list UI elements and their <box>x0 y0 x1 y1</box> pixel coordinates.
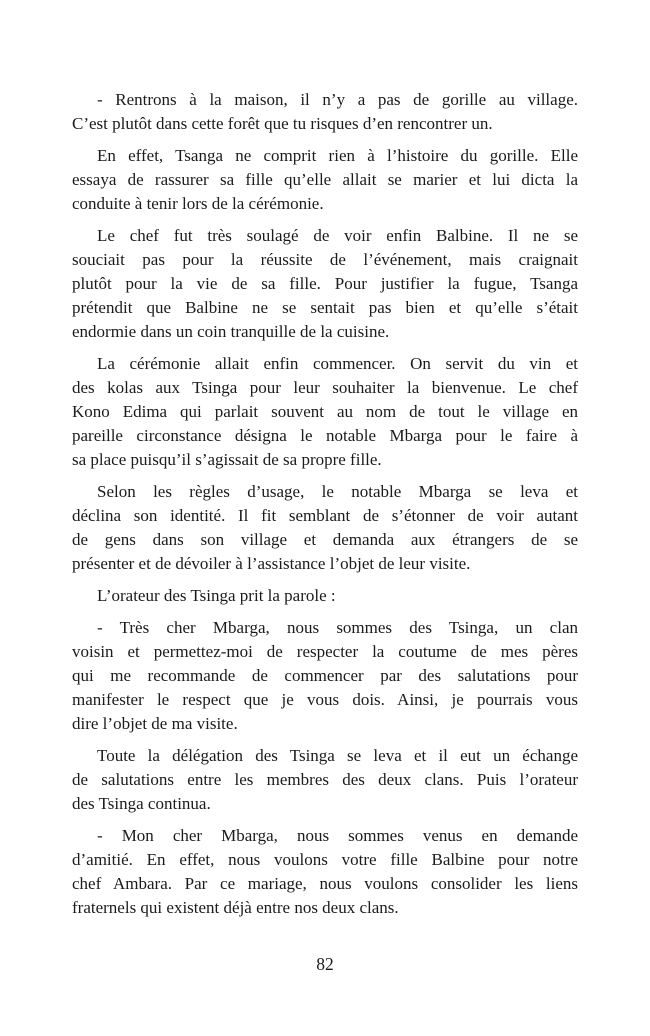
text-line: essaya de rassurer sa fille qu’elle allait se marier et lui dicta la <box>72 170 578 189</box>
text-line: voisin et permettez-moi de respecter la coutume de mes pères <box>72 642 578 661</box>
page-number: 82 <box>316 954 334 974</box>
text-line: Le chef fut très soulagé de voir enfin Balbine. Il ne se <box>97 226 578 245</box>
text-line: sa place puisqu’il s’agissait de sa propre fille. <box>72 450 382 469</box>
text-line: endormie dans un coin tranquille de la cuisine. <box>72 322 390 341</box>
text-line: dire l’objet de ma visite. <box>72 714 238 733</box>
text-line: fraternels qui existent déjà entre nos deux clans. <box>72 898 399 917</box>
text-line: L’orateur des Tsinga prit la parole : <box>97 586 336 605</box>
text-line: La cérémonie allait enfin commencer. On servit du vin et <box>97 354 578 373</box>
paragraph <box>72 744 578 816</box>
text-block <box>72 88 578 920</box>
text-line: des Tsinga continua. <box>72 794 211 813</box>
text-line: manifester le respect que je vous dois. Ainsi, je pourrais vous <box>72 690 578 709</box>
text-line: qui me recommande de commencer par des salutations pour <box>72 666 578 685</box>
paragraph <box>72 584 578 608</box>
paragraph <box>72 352 578 472</box>
text-line: C’est plutôt dans cette forêt que tu risques d’en rencontrer un. <box>72 114 493 133</box>
text-line: Kono Edima qui parlait souvent au nom de tout le village en <box>72 402 578 421</box>
paragraph <box>72 88 578 136</box>
text-line: de salutations entre les membres des deux clans. Puis l’orateur <box>72 770 578 789</box>
text-line: plutôt pour la vie de sa fille. Pour justifier la fugue, Tsanga <box>72 274 578 293</box>
text-line: d’amitié. En effet, nous voulons votre fille Balbine pour notre <box>72 850 578 869</box>
text-line: pareille circonstance désigna le notable Mbarga pour le faire à <box>72 426 578 445</box>
paragraph <box>72 480 578 576</box>
text-line: des kolas aux Tsinga pour leur souhaiter la bienvenue. Le chef <box>72 378 578 397</box>
text-line: déclina son identité. Il fit semblant de s’étonner de voir autant <box>72 506 578 525</box>
text-line: de gens dans son village et demanda aux étrangers de se <box>72 530 578 549</box>
text-line: chef Ambara. Par ce mariage, nous voulons consolider les liens <box>72 874 578 893</box>
paragraph <box>72 616 578 736</box>
text-line: En effet, Tsanga ne comprit rien à l’histoire du gorille. Elle <box>97 146 578 165</box>
text-line: présenter et de dévoiler à l’assistance l’objet de leur visite. <box>72 554 471 573</box>
text-line: - Mon cher Mbarga, nous sommes venus en demande <box>97 826 578 845</box>
text-line: - Très cher Mbarga, nous sommes des Tsinga, un clan <box>97 618 578 637</box>
paragraph <box>72 224 578 344</box>
text-line: souciait pas pour la réussite de l’événement, mais craignait <box>72 250 578 269</box>
text-line: Selon les règles d’usage, le notable Mbarga se leva et <box>97 482 578 501</box>
paragraph <box>72 144 578 216</box>
text-line: prétendit que Balbine ne se sentait pas bien et qu’elle s’était <box>72 298 578 317</box>
text-line: Toute la délégation des Tsinga se leva et il eut un échange <box>97 746 578 765</box>
paragraph <box>72 824 578 920</box>
text-line: conduite à tenir lors de la cérémonie. <box>72 194 324 213</box>
text-line: - Rentrons à la maison, il n’y a pas de gorille au village. <box>97 90 578 109</box>
